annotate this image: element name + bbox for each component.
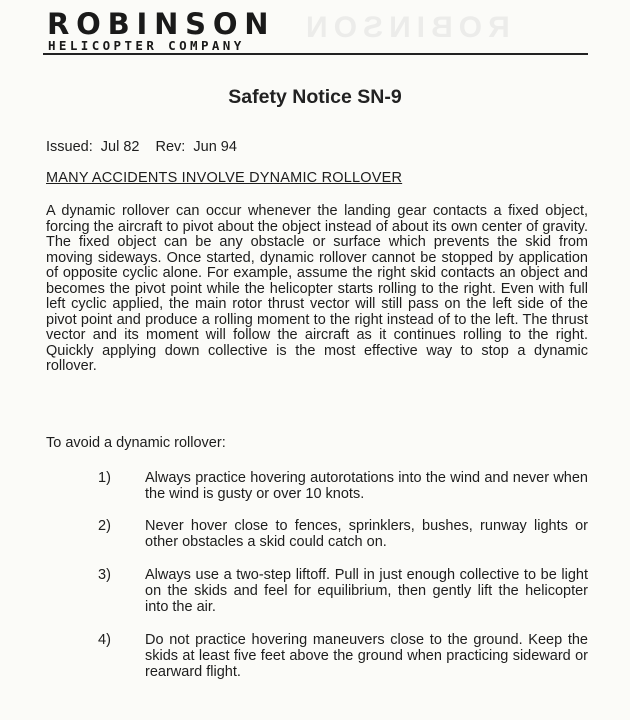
item-text: Always practice hovering autorotations into the wind and never when the wind is gusty or over 10 knots. <box>145 470 588 502</box>
item-text: Never hover close to fences, sprinklers, bushes, runway lights or other obstacles a skid could catch on. <box>145 518 588 550</box>
rev-date: Jun 94 <box>193 139 237 155</box>
item-number: 1) <box>98 470 111 486</box>
issued-label: Issued: <box>46 139 93 155</box>
company-logo: ROBINSON <box>47 7 276 41</box>
item-number: 3) <box>98 567 111 583</box>
company-subtitle: HELICOPTER COMPANY <box>48 38 245 53</box>
notice-title: Safety Notice SN-9 <box>228 86 402 108</box>
item-text: Do not practice hovering maneuvers close to the ground. Keep the skids at least five feet above the ground when practicing sideward or rearward flight. <box>145 632 588 680</box>
section-heading: MANY ACCIDENTS INVOLVE DYNAMIC ROLLOVER <box>46 170 403 186</box>
item-text: Always use a two-step liftoff. Pull in just enough collective to be light on the skids and feel for equilibrium, then gently lift the helicopter into the air. <box>145 567 588 615</box>
list-intro: To avoid a dynamic rollover: <box>46 435 226 451</box>
item-number: 2) <box>98 518 111 534</box>
item-number: 4) <box>98 632 111 648</box>
header-rule <box>43 53 588 55</box>
issue-info <box>46 139 241 155</box>
body-paragraph: A dynamic rollover can occur whenever the landing gear contacts a fixed object, forcing the aircraft to pivot about the object instead of about its own center of gravity. The fixed object can be any obstacle or surface which prevents the skid from moving sideways. Once started, dynamic rollover cannot be stopped by application of opposite cyclic alone. For example, assume the right skid contacts an object and becomes the pivot point while the helicopter starts rolling to the right. Even with full left cyclic applied, the main rotor thrust vector will still pass on the left side of the pivot point and produce a rolling moment to the right instead of to the left. The thrust vector and its moment will follow the aircraft as it continues rolling to the right. Quickly applying down collective is the most effective way to stop a dynamic rollover. <box>46 203 588 374</box>
issued-date: Jul 82 <box>100 139 140 155</box>
bleed-through-shadow: ROBINSON <box>300 11 510 44</box>
rev-label: Rev: <box>155 139 186 155</box>
